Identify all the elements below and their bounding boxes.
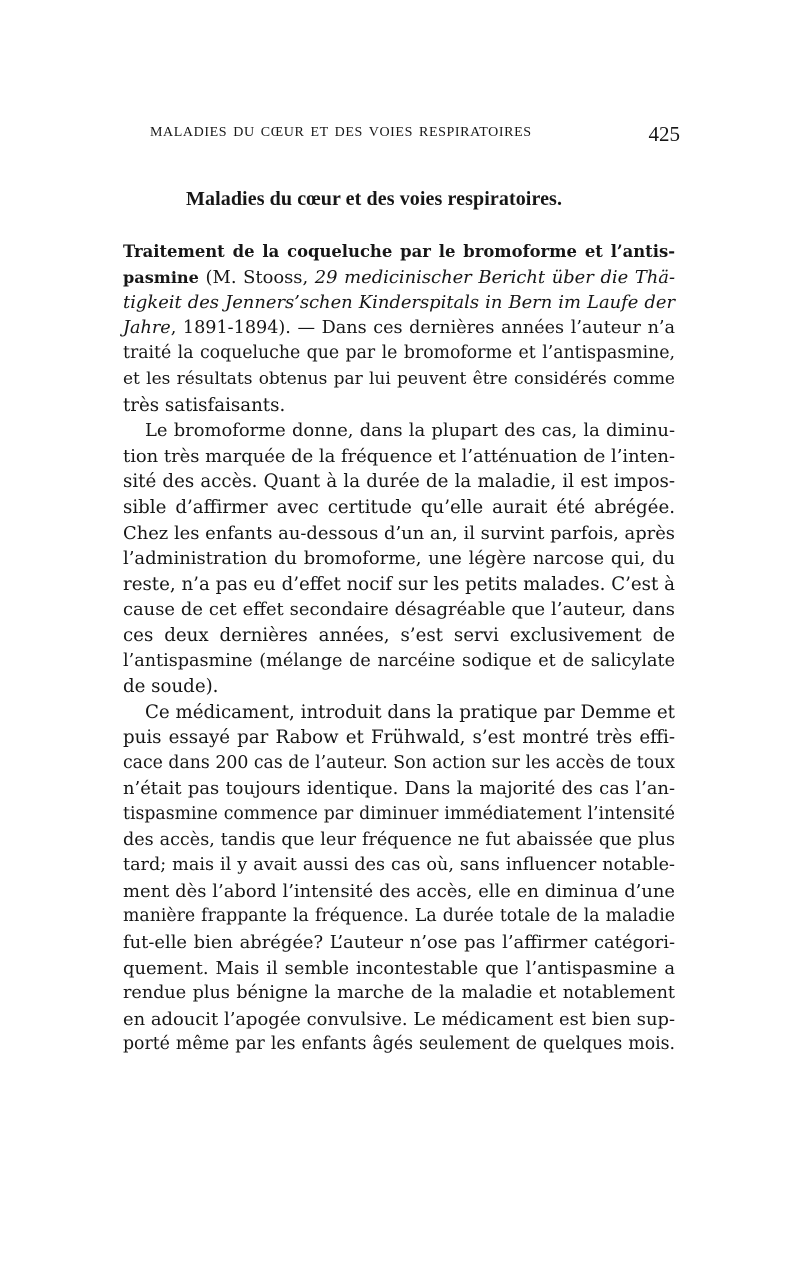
text-line: ment dès l’abord l’intensité des accès, elle en diminua d’une xyxy=(123,880,675,902)
text-line: porté même par les enfants âgés seulement de quelques mois. xyxy=(123,1034,675,1055)
text-line: puis essayé par Rabow et Frühwald, s’est montré très effi- xyxy=(123,727,675,749)
section-title: Maladies du cœur et des voies respiratoires. xyxy=(186,188,563,210)
page-number: 425 xyxy=(648,122,680,146)
text-line: cause de cet effet secondaire désagréable que l’auteur, dans xyxy=(123,599,675,621)
article-body xyxy=(123,239,675,1058)
text-line: tion très marquée de la fréquence et l’atténuation de l’inten- xyxy=(123,445,675,467)
text-line: sité des accès. Quant à la durée de la maladie, il est impos- xyxy=(123,471,675,493)
citation-source: Jahre xyxy=(123,317,171,338)
citation-author: (M. Stooss, xyxy=(198,266,315,288)
text-line: reste, n’a pas eu d’effet nocif sur les petits malades. C’est à xyxy=(123,573,675,595)
text-line: ces deux dernières années, s’est servi exclusivement de xyxy=(123,624,675,646)
running-title: MALADIES DU CŒUR ET DES VOIES RESPIRATOIRES xyxy=(150,125,532,140)
text-line xyxy=(123,239,675,265)
text-line: des accès, tandis que leur fréquence ne fut abaissée que plus xyxy=(123,829,675,850)
text-line: Chez les enfants au-dessous d’un an, il survint parfois, après xyxy=(123,522,675,544)
running-header xyxy=(150,122,680,146)
text-line: et les résultats obtenus par lui peuvent être considérés comme xyxy=(123,368,675,389)
text-line: cace dans 200 cas de l’auteur. Son action sur les accès de toux xyxy=(123,752,675,773)
text-line: tispasmine commence par diminuer immédiatement l’intensité xyxy=(123,804,675,825)
text-line: en adoucit l’apogée convulsive. Le médicament est bien sup- xyxy=(123,1008,675,1030)
text-line: Ce médicament, introduit dans la pratique par Demme et xyxy=(145,701,675,723)
text-line: rendue plus bénigne la marche de la maladie et notablement xyxy=(123,983,675,1004)
article-title: Traitement de la coqueluche par le bromoforme et l’antis- xyxy=(123,242,675,261)
text-line: Le bromoforme donne, dans la plupart des cas, la diminu- xyxy=(145,420,675,442)
text-line: sible d’affirmer avec certitude qu’elle aurait été abrégée. xyxy=(123,496,675,518)
text-line xyxy=(123,316,675,342)
citation-source: tigkeit des Jenners’schen Kinderspitals in Bern im Laufe der xyxy=(123,292,675,314)
text-line: n’était pas toujours identique. Dans la majorité des cas l’an- xyxy=(123,778,675,800)
text-line: de soude). xyxy=(123,676,219,698)
text-line: l’antispasmine (mélange de narcéine sodique et de salicylate xyxy=(123,650,675,671)
text-line: très satisfaisants. xyxy=(123,394,286,416)
citation-source: 29 medicinischer Bericht über die Thä- xyxy=(314,266,675,288)
citation-years: , 1891-1894). — Dans ces dernières années l’auteur n’a xyxy=(170,317,675,338)
text-line: l’administration du bromoforme, une légère narcose qui, du xyxy=(123,548,675,570)
text-line: traité la coqueluche que par le bromoforme et l’antispasmine, xyxy=(123,343,675,364)
text-line xyxy=(123,290,675,316)
text-line: fut-elle bien abrégée? L’auteur n’ose pas l’affirmer catégori- xyxy=(123,932,675,954)
text-line xyxy=(123,265,675,291)
article-title-end: pasmine xyxy=(123,267,199,287)
text-line: tard; mais il y avait aussi des cas où, sans influencer notable- xyxy=(123,855,675,876)
text-line: quement. Mais il semble incontestable que l’antispasmine a xyxy=(123,957,675,979)
text-line: manière frappante la fréquence. La durée totale de la maladie xyxy=(123,906,675,927)
